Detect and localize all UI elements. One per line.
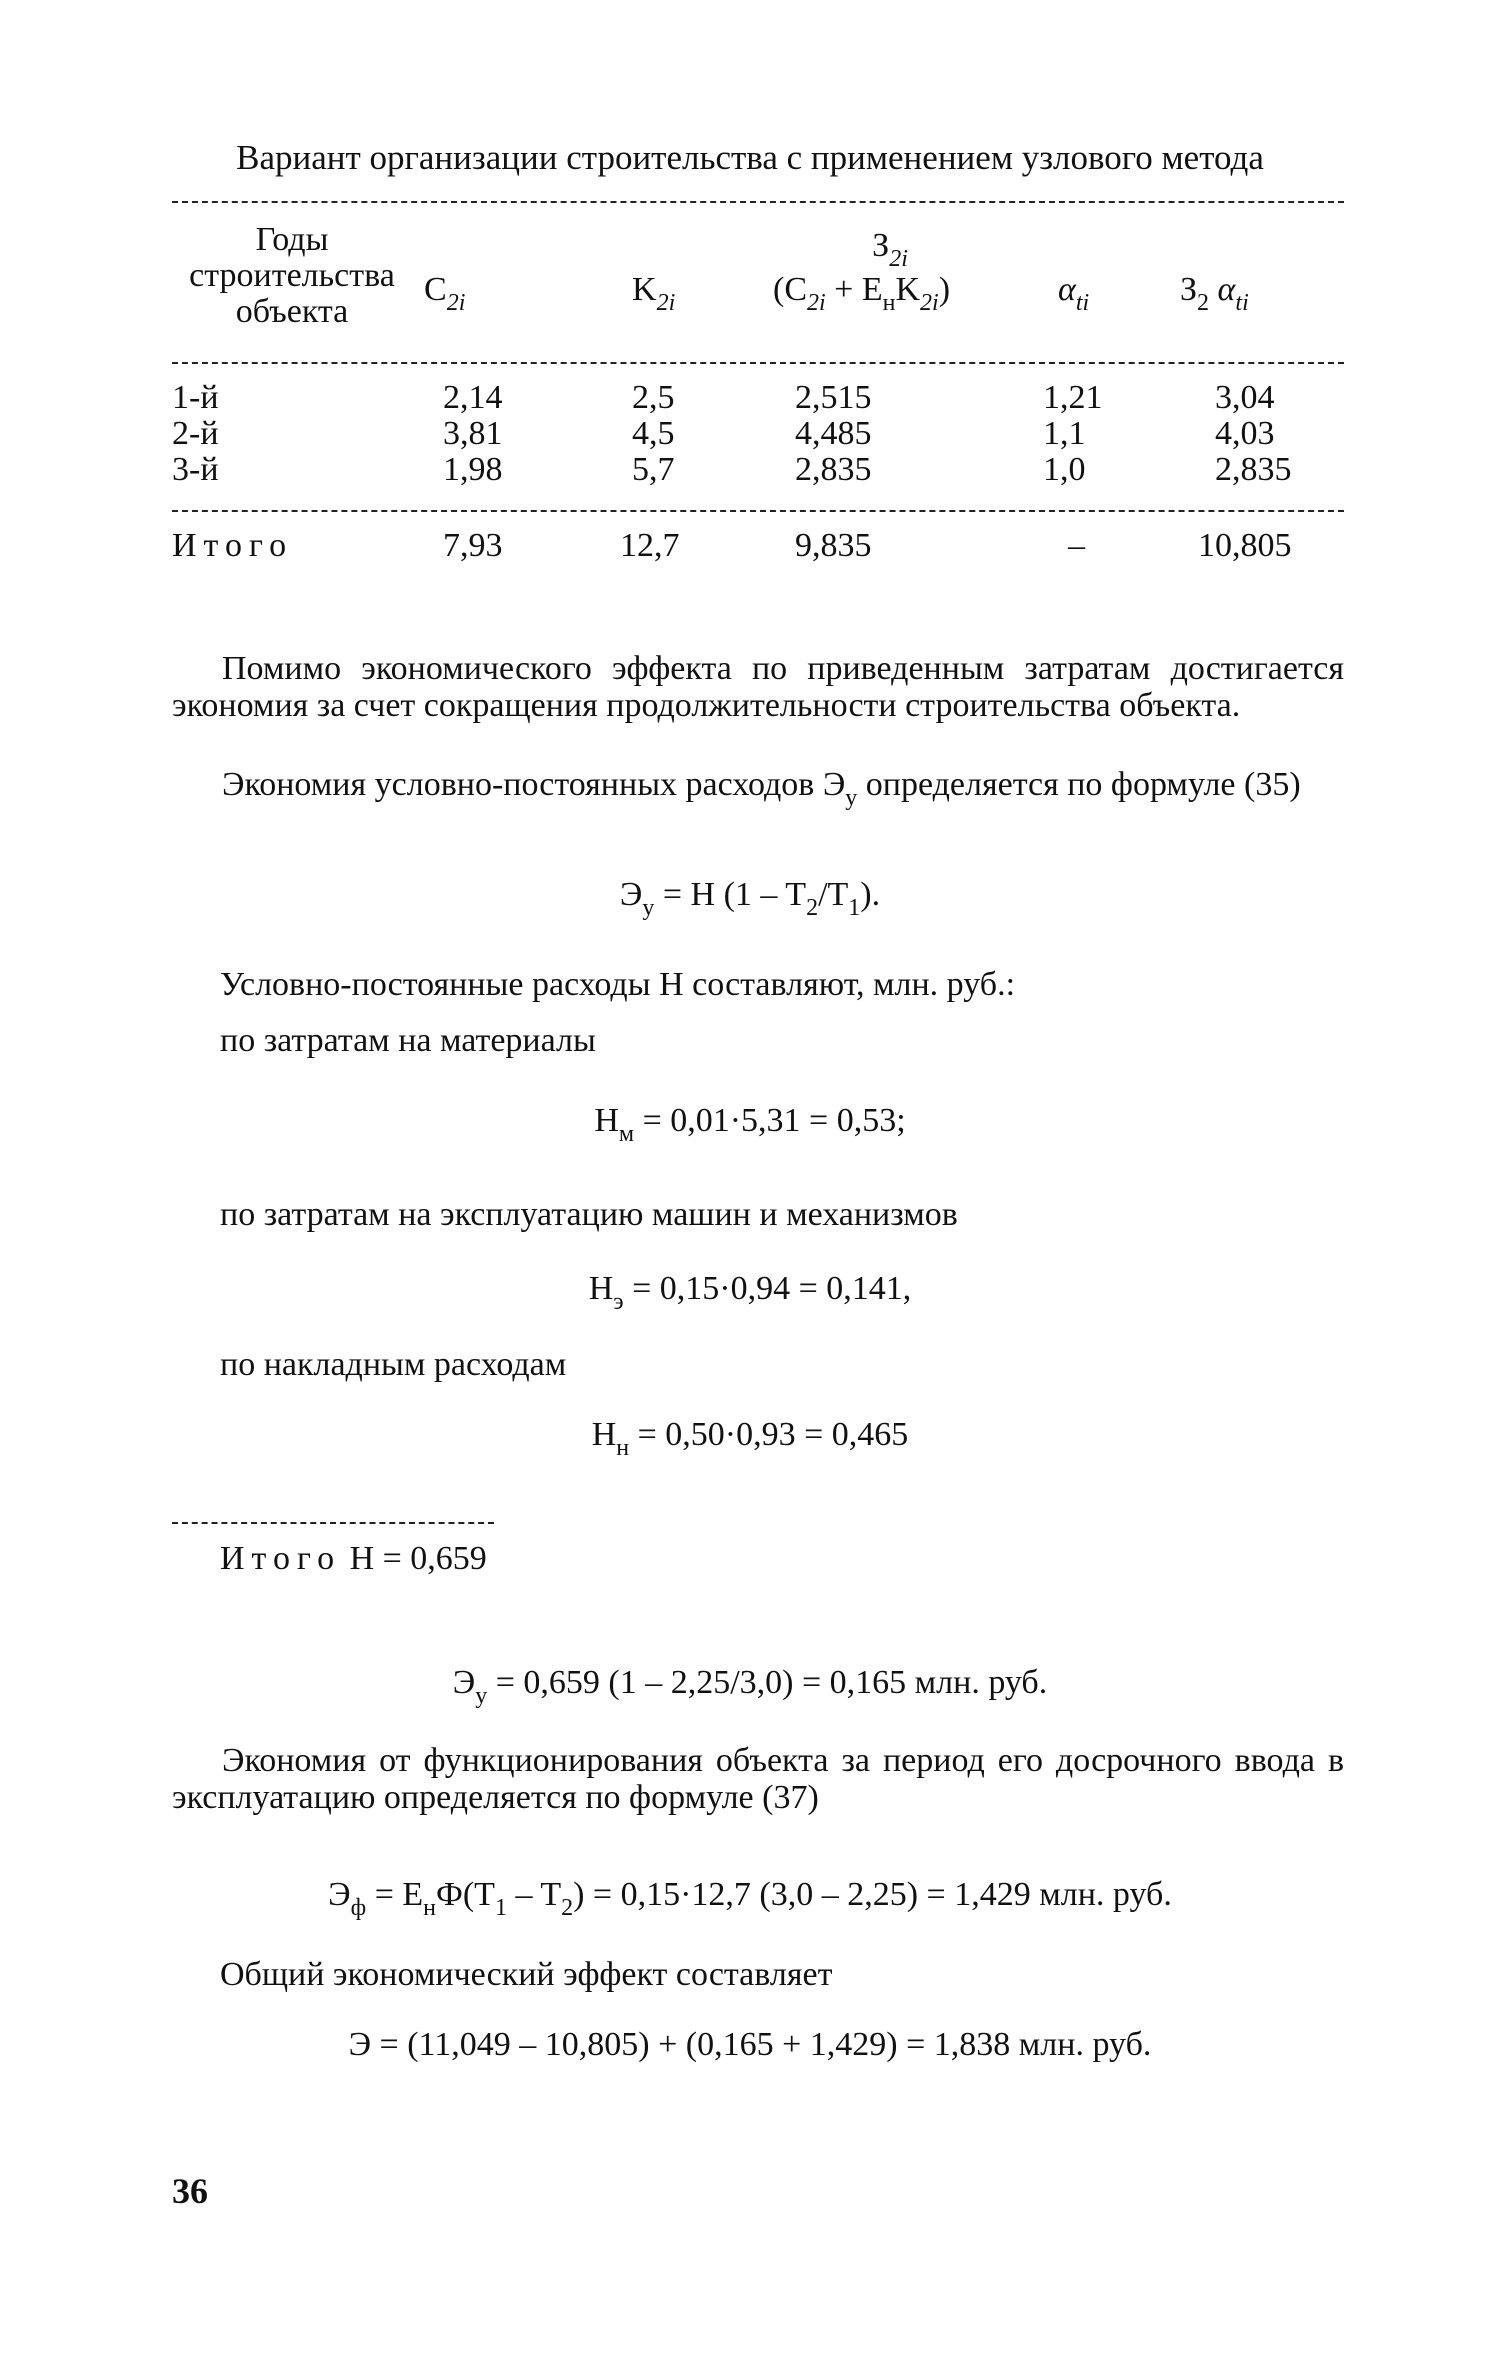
table-title: Вариант организации строительства с применением узлового метода (236, 138, 1264, 177)
formula-overhead: $H_н = 0,50\cdot 0,93 = 0,465$ (591, 1416, 909, 1461)
paragraph-economy: Помимо экономического эффекта по приведенным затратам достигается экономия за счет сокращения продолжительности строительства объекта. (172, 650, 1344, 724)
cell-za: 3,04 (1215, 379, 1275, 416)
total-za: 10,805 (1198, 527, 1292, 564)
cell-k: 5,7 (632, 451, 675, 488)
cell-year: 1-й (172, 379, 219, 416)
header-z2i: $З_{2i}$ (872, 227, 908, 272)
formula-37: $Э_ф = E_нФ(T_1 - T_2) = 0,15\cdot 12,7$ (3,0 – 2,25) = 1,429 млн. руб. (328, 1876, 1172, 1921)
total-a: – (1068, 527, 1085, 564)
cell-z: 2,835 (795, 451, 872, 488)
formula-machines: $H_э = 0,15\cdot 0,94 = 0,141$, (588, 1270, 912, 1315)
formula-35: $Э_у = H$ $(1 - T_2/T_1)$. (619, 876, 881, 921)
formula-ey: $Э_у = 0,659$ (1 – 2,25/3,0) = 0,165 млн. руб. (452, 1664, 1048, 1709)
sum-rule (172, 1522, 494, 1524)
paragraph-machines: по затратам на эксплуатацию машин и механизмов (220, 1196, 958, 1233)
cell-a: 1,21 (1043, 379, 1103, 416)
cell-za: 4,03 (1215, 415, 1275, 452)
paragraph-costs: Условно-постоянные расходы Н составляют, млн. руб.: (220, 966, 1016, 1003)
table-total-rule (172, 510, 1344, 512)
total-label: Итого (172, 527, 294, 564)
header-z2-alpha: $З_2$ $\alpha_{ti}$ (1180, 271, 1249, 316)
cell-year: 2-й (172, 415, 219, 452)
paragraph-total-effect: Общий экономический эффект составляет (220, 1956, 833, 1993)
header-alpha: $\alpha_{ti}$ (1058, 271, 1090, 316)
formula-materials: $H_м = 0,01\cdot 5,31 = 0,53$; (594, 1102, 906, 1147)
header-years: Годы строительства объекта (189, 221, 395, 330)
formula-total-effect: Э = (11,049 – 10,805) + (0,165 + 1,429) = 1,838 млн. руб. (348, 2026, 1152, 2063)
cell-c: 2,14 (443, 379, 503, 416)
cell-z: 4,485 (795, 415, 872, 452)
total-h: Итого H = 0,659 (220, 1540, 487, 1577)
paragraph-materials: по затратам на материалы (220, 1022, 596, 1059)
paragraph-early-operation: Экономия от функционирования объекта за период его досрочного ввода в эксплуатацию определяется по формуле (37) (172, 1742, 1344, 1816)
cell-a: 1,0 (1043, 451, 1086, 488)
paragraph-overhead: по накладным расходам (220, 1346, 567, 1383)
cell-c: 3,81 (443, 415, 503, 452)
header-c2i: $C_{2i}$ (424, 271, 466, 316)
page-number: 36 (172, 2171, 208, 2211)
cell-z: 2,515 (795, 379, 872, 416)
table-header-rule (172, 362, 1344, 364)
cell-year: 3-й (172, 451, 219, 488)
header-z2i-formula: $(C_{2i} + E_нK_{2i})$ (773, 271, 951, 316)
cell-k: 4,5 (632, 415, 675, 452)
total-z: 9,835 (795, 527, 872, 564)
cell-a: 1,1 (1043, 415, 1086, 452)
total-c: 7,93 (443, 527, 503, 564)
table-top-rule (172, 201, 1344, 203)
total-k: 12,7 (620, 527, 680, 564)
paragraph-formula-35: Экономия условно-постоянных расходов $Э_у$ определяется по формуле (35) (222, 766, 1301, 811)
header-k2i: $K_{2i}$ (632, 271, 676, 316)
cell-k: 2,5 (632, 379, 675, 416)
cell-c: 1,98 (443, 451, 503, 488)
cell-za: 2,835 (1215, 451, 1292, 488)
